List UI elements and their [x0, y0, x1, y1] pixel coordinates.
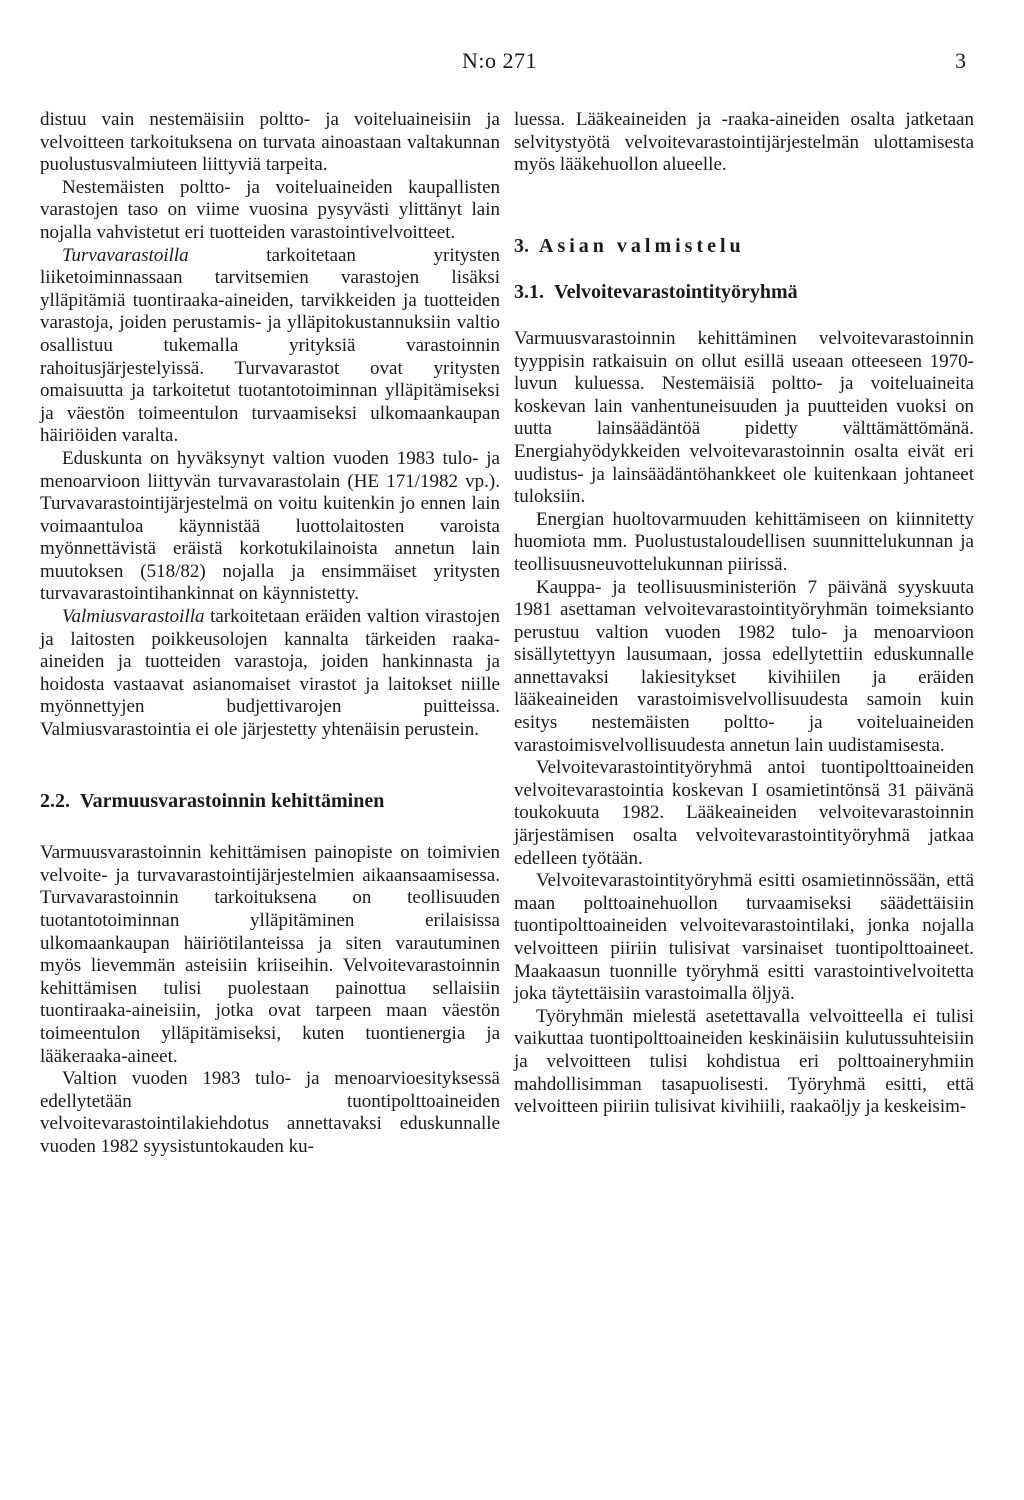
- paragraph: Varmuusvarastoinnin kehittäminen velvoitevarastoinnin tyyppisin ratkaisuin on ollut esillä useaan otteeseen 1970-luvun kuluessa. Nestemäisiä poltto- ja voiteluaineita koskevan lain vanhentuneisuuden ja puutteiden vuoksi on uutta lainsäädäntöä pidetty välttämättömänä. Energiahyödykkeiden velvoitevarastoinnin osalta eivät eri uudistus- ja lainsäädäntöhankkeet ole kuitenkaan johtaneet tuloksiin.: [514, 327, 974, 508]
- paragraph: Valtion vuoden 1983 tulo- ja menoarvioesityksessä edellytetään tuontipolttoaineiden velvoitevarastointilakiehdotus annettavaksi eduskunnalle vuoden 1982 syysistuntokauden ku-: [40, 1068, 500, 1157]
- section-title: Varmuusvarastoinnin kehittäminen: [80, 789, 385, 812]
- paragraph: Kauppa- ja teollisuusministeriön 7 päivänä syyskuuta 1981 asettaman velvoitevarastointityöryhmän toimeksianto perustuu valtion vuoden 1982 tulo- ja menoarvioon sisällytettyyn lausumaan, jossa edellytettiin eduskunnalle annettavaksi lakiesitykset kivihiilen ja eräiden lääkeaineiden varastoimisvelvollisuudesta samoin kuin esitys nestemäisten poltto- ja voiteluaineiden varastoimisvelvollisuudesta annetun lain uudistamisesta.: [514, 576, 974, 756]
- paragraph: Energian huoltovarmuuden kehittämiseen on kiinnitetty huomiota mm. Puolustustaloudellisen suunnittelukunnan ja teollisuusneuvottelukunnan piirissä.: [514, 508, 974, 575]
- paragraph: [40, 245, 500, 448]
- paragraph: Työryhmän mielestä asetettavalla velvoitteella ei tulisi vaikuttaa tuontipolttoaineiden keskinäisiin kulutussuhteisiin ja velvoitteen tulisi kohdistua eri polttoaineryhmiin mahdollisimman tasapuolisesti. Työryhmä esitti, että velvoitteen piiriin tulisivat kivihiili, raakaöljy ja keskeisim-: [514, 1005, 974, 1118]
- document-number: N:o 271: [462, 48, 537, 73]
- paragraph: luessa. Lääkeaineiden ja -raaka-aineiden osalta jatketaan selvitystyötä velvoitevarastointijärjestelmän ulottamisesta myös lääkehuollon alueelle.: [514, 109, 974, 176]
- page-header: [0, 48, 1024, 78]
- paragraph: [40, 606, 500, 742]
- section-heading: [40, 790, 500, 813]
- left-column: [40, 109, 500, 1159]
- defined-term: Valmiusvarastoilla: [62, 606, 205, 628]
- paragraph: distuu vain nestemäisiin poltto- ja voiteluaineisiin ja velvoitteen tarkoituksena on turvata ainoastaan valtakunnan puolustusvalmiuteen liittyviä tarpeita.: [40, 109, 500, 176]
- paragraph: Varmuusvarastoinnin kehittämisen painopiste on toimivien velvoite- ja turvavarastointijärjestelmien aikaansaamisessa. Turvavarastoinnin tarkoituksena on teollisuuden tuotantotoiminnan ylläpitäminen erilaisissa ulkomaankaupan häiriötilanteissa ja siten varautuminen myös lievemmän asteisiin kriiseihin. Velvoitevarastoinnin kehittämisen tulisi puolestaan painottua sellaisiin tuontiraaka-aineisiin, jotka ovat tarpeen maan väestön toimeentulon ylläpitämiseksi, kuten tuontienergia ja lääkeraaka-aineet.: [40, 842, 500, 1067]
- paragraph: Nestemäisten poltto- ja voiteluaineiden kaupallisten varastojen taso on viime vuosina pysyvästi ylittänyt lain nojalla vahvistetut eri tuotteiden varastointivelvoitteet.: [40, 176, 500, 243]
- defined-term: Turvavarastoilla: [62, 244, 189, 266]
- section-number: 2.2.: [40, 789, 70, 812]
- paragraph-text: tarkoitetaan yritysten liiketoiminnassaan tarvitsemien varastojen lisäksi ylläpitämiä tuontiraaka-aineiden, tarvikkeiden ja tuotteiden varastoja, joiden perustamis- ja ylläpitokustannuksiin valtio osallistuu tukemalla yrityksiä varastoinnin rahoitusjärjestelyissä. Turvavarastot ovat yritysten omaisuutta ja tarkoitetut tuotantotoiminnan ylläpitämiseksi ja väestön toimeentulon turvaamiseksi ulkomaankaupan häiriöiden varalta.: [40, 244, 500, 447]
- right-column: [514, 109, 974, 1119]
- section-number: 3.: [514, 234, 529, 257]
- section-title: Velvoitevarastointityöryhmä: [554, 281, 798, 304]
- paragraph: Eduskunta on hyväksynyt valtion vuoden 1983 tulo- ja menoarvioon liittyvän turvavarastolain (HE 171/1982 vp.). Turvavarastointijärjestelmä on voitu kuitenkin jo ennen lain voimaantuloa käynnistää luottolaitosten varoista myönnettävistä eräistä korkotukilainoista annetun lain muutoksen (518/82) nojalla ja ensimmäiset yritysten turvavarastointihankinnat on käynnistetty.: [40, 447, 500, 605]
- paragraph: Velvoitevarastointityöryhmä antoi tuontipolttoaineiden velvoitevarastointia koskevan I osamietintönsä 31 päivänä toukokuuta 1982. Lääkeaineiden velvoitevarastoinnin järjestämisen osalta velvoitevarastointityöryhmä jatkaa edelleen työtään.: [514, 757, 974, 869]
- paragraph-text: tarkoitetaan eräiden valtion virastojen ja laitosten poikkeusolojen kannalta tärkeiden raaka-aineiden ja tuotteiden varastoja, joiden hankinnasta ja hoidosta vastaavat asianomaiset virastot ja laitokset niille myönnettyjen budjettivarojen puitteissa. Valmiusvarastointia ei ole järjestetty yhtenäisin perustein.: [40, 606, 500, 741]
- subsection-heading: [514, 281, 974, 304]
- section-title: Asian valmistelu: [539, 234, 745, 257]
- section-heading: [514, 235, 974, 258]
- paragraph: Velvoitevarastointityöryhmä esitti osamietinnössään, että maan polttoainehuollon turvaamiseksi säädettäisiin tuontipolttoaineiden velvoitevarastointilaki, jonka nojalla velvoitteen piiriin tulisivat varsinaiset tuontipolttoaineet. Maakaasun tuonnille työryhmä esitti varastointivelvoitetta joka täytettäisiin varastoimalla öljyä.: [514, 870, 974, 1005]
- page-number: 3: [955, 48, 966, 73]
- section-number: 3.1.: [514, 281, 544, 304]
